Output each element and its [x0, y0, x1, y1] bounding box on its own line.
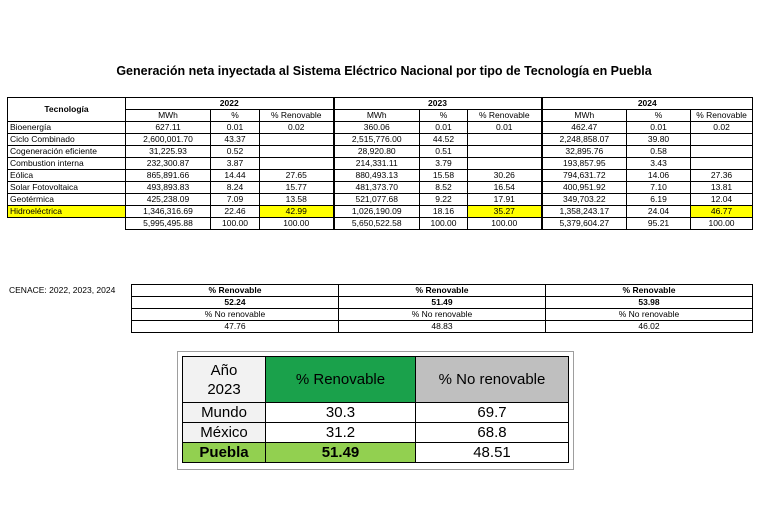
value-cell: 15.77 [260, 182, 334, 194]
value-cell [691, 146, 753, 158]
value-cell: 0.52 [211, 146, 260, 158]
total-cell: 5,650,522.58 [334, 218, 420, 230]
value-cell: 865,891.66 [126, 170, 211, 182]
value-cell: 16.54 [468, 182, 542, 194]
year-cell [183, 357, 266, 403]
value-cell [691, 134, 753, 146]
value-cell: 27.65 [260, 170, 334, 182]
summary-row-label: Mundo [183, 403, 266, 423]
table-row [8, 134, 753, 146]
value-cell: 24.04 [627, 206, 691, 218]
value-cell: 8.52 [420, 182, 468, 194]
value-cell: 193,857.95 [542, 158, 627, 170]
value-cell: 794,631.72 [542, 170, 627, 182]
value-cell: 360.06 [334, 122, 420, 134]
value-cell: 28,920.80 [334, 146, 420, 158]
table-row [8, 182, 753, 194]
total-cell: 100.00 [420, 218, 468, 230]
value-cell: 0.02 [260, 122, 334, 134]
cenace-no-renovable-value: 47.76 [132, 321, 339, 333]
value-cell: 462.47 [542, 122, 627, 134]
total-cell: 100.00 [211, 218, 260, 230]
subheader: % Renovable [468, 110, 542, 122]
summary-no-renovable-value: 68.8 [416, 423, 569, 443]
subheader: % [627, 110, 691, 122]
cenace-renovable-value: 51.49 [339, 297, 546, 309]
value-cell: 521,077.68 [334, 194, 420, 206]
value-cell: 44.52 [420, 134, 468, 146]
value-cell: 425,238.09 [126, 194, 211, 206]
value-cell: 2,248,858.07 [542, 134, 627, 146]
tech-cell: Solar Fotovoltaica [8, 182, 126, 194]
subheader: MWh [334, 110, 420, 122]
summary-no-renovable-value: 69.7 [416, 403, 569, 423]
value-cell: 3.87 [211, 158, 260, 170]
tech-header: Tecnología [8, 98, 126, 122]
value-cell: 880,493.13 [334, 170, 420, 182]
page-title: Generación neta inyectada al Sistema Eléctrico Nacional por tipo de Tecnología en Puebla [116, 64, 652, 78]
value-cell: 349,703.22 [542, 194, 627, 206]
subheader: % [420, 110, 468, 122]
value-cell [468, 158, 542, 170]
table-row [8, 122, 753, 134]
tech-cell: Hidroeléctrica [8, 206, 126, 218]
tech-cell: Ciclo Combinado [8, 134, 126, 146]
cenace-renovable-label: % Renovable [132, 285, 339, 297]
value-cell [260, 134, 334, 146]
value-cell: 627.11 [126, 122, 211, 134]
value-cell: 31,225.93 [126, 146, 211, 158]
summary-no-renovable-value: 48.51 [416, 443, 569, 463]
no-renovable-header: % No renovable [416, 357, 569, 403]
value-cell: 27.36 [691, 170, 753, 182]
value-cell: 2,515,776.00 [334, 134, 420, 146]
value-cell: 8.24 [211, 182, 260, 194]
value-cell: 232,300.87 [126, 158, 211, 170]
total-cell: 100.00 [468, 218, 542, 230]
total-cell: 95.21 [627, 218, 691, 230]
year-header: 2022 [126, 98, 334, 110]
value-cell: 13.81 [691, 182, 753, 194]
value-cell [468, 134, 542, 146]
value-cell: 7.09 [211, 194, 260, 206]
tech-cell: Eólica [8, 170, 126, 182]
subheader: % [211, 110, 260, 122]
cenace-renovable-label: % Renovable [339, 285, 546, 297]
value-cell: 0.51 [420, 146, 468, 158]
value-cell: 42.99 [260, 206, 334, 218]
cenace-no-renovable-label: % No renovable [339, 309, 546, 321]
value-cell: 22.46 [211, 206, 260, 218]
value-cell: 2,600,001.70 [126, 134, 211, 146]
value-cell: 481,373.70 [334, 182, 420, 194]
value-cell: 17.91 [468, 194, 542, 206]
tech-cell: Cogeneración eficiente [8, 146, 126, 158]
table-row [8, 146, 753, 158]
value-cell: 18.16 [420, 206, 468, 218]
value-cell: 14.06 [627, 170, 691, 182]
value-cell: 6.19 [627, 194, 691, 206]
summary-renovable-value: 31.2 [266, 423, 416, 443]
year-label: Año [210, 361, 238, 379]
value-cell: 15.58 [420, 170, 468, 182]
table-row [8, 194, 753, 206]
total-cell: 5,995,495.88 [126, 218, 211, 230]
table-row [8, 206, 753, 218]
subheader: MWh [126, 110, 211, 122]
value-cell: 12.04 [691, 194, 753, 206]
value-cell: 0.01 [468, 122, 542, 134]
table-row [8, 170, 753, 182]
value-cell: 1,026,190.09 [334, 206, 420, 218]
value-cell: 0.58 [627, 146, 691, 158]
total-cell: 100.00 [691, 218, 753, 230]
total-cell: 100.00 [260, 218, 334, 230]
cenace-no-renovable-value: 46.02 [546, 321, 753, 333]
value-cell: 214,331.11 [334, 158, 420, 170]
value-cell: 0.01 [627, 122, 691, 134]
value-cell [468, 146, 542, 158]
renovable-header: % Renovable [266, 357, 416, 403]
value-cell: 7.10 [627, 182, 691, 194]
cenace-table [131, 284, 753, 333]
value-cell: 0.02 [691, 122, 753, 134]
value-cell: 39.80 [627, 134, 691, 146]
value-cell: 1,346,316.69 [126, 206, 211, 218]
cenace-renovable-value: 53.98 [546, 297, 753, 309]
subheader: % Renovable [691, 110, 753, 122]
summary-panel [177, 351, 574, 470]
year-header: 2023 [334, 98, 542, 110]
value-cell: 0.01 [420, 122, 468, 134]
tech-cell: Bioenergía [8, 122, 126, 134]
subheader: % Renovable [260, 110, 334, 122]
value-cell: 493,893.83 [126, 182, 211, 194]
cenace-label: CENACE: 2022, 2023, 2024 [9, 285, 116, 295]
value-cell: 14.44 [211, 170, 260, 182]
year-value: 2023 [207, 380, 241, 398]
value-cell [260, 158, 334, 170]
value-cell: 32,895.76 [542, 146, 627, 158]
cenace-no-renovable-label: % No renovable [132, 309, 339, 321]
cenace-renovable-value: 52.24 [132, 297, 339, 309]
value-cell [260, 146, 334, 158]
summary-table [182, 356, 569, 463]
table-row [8, 158, 753, 170]
totals-row [8, 218, 753, 230]
generation-table [7, 97, 753, 230]
value-cell: 400,951.92 [542, 182, 627, 194]
value-cell: 3.79 [420, 158, 468, 170]
cenace-no-renovable-value: 48.83 [339, 321, 546, 333]
value-cell: 46.77 [691, 206, 753, 218]
totals-label-cell [8, 218, 126, 230]
value-cell: 30.26 [468, 170, 542, 182]
value-cell: 0.01 [211, 122, 260, 134]
value-cell: 9.22 [420, 194, 468, 206]
tech-cell: Geotérmica [8, 194, 126, 206]
value-cell: 13.58 [260, 194, 334, 206]
cenace-renovable-label: % Renovable [546, 285, 753, 297]
summary-renovable-value: 51.49 [266, 443, 416, 463]
cenace-no-renovable-label: % No renovable [546, 309, 753, 321]
value-cell: 3.43 [627, 158, 691, 170]
value-cell: 35.27 [468, 206, 542, 218]
value-cell: 43.37 [211, 134, 260, 146]
total-cell: 5,379,604.27 [542, 218, 627, 230]
summary-renovable-value: 30.3 [266, 403, 416, 423]
summary-row-label: Puebla [183, 443, 266, 463]
value-cell: 1,358,243.17 [542, 206, 627, 218]
year-header: 2024 [542, 98, 753, 110]
subheader: MWh [542, 110, 627, 122]
summary-row-label: México [183, 423, 266, 443]
tech-cell: Combustion interna [8, 158, 126, 170]
value-cell [691, 158, 753, 170]
